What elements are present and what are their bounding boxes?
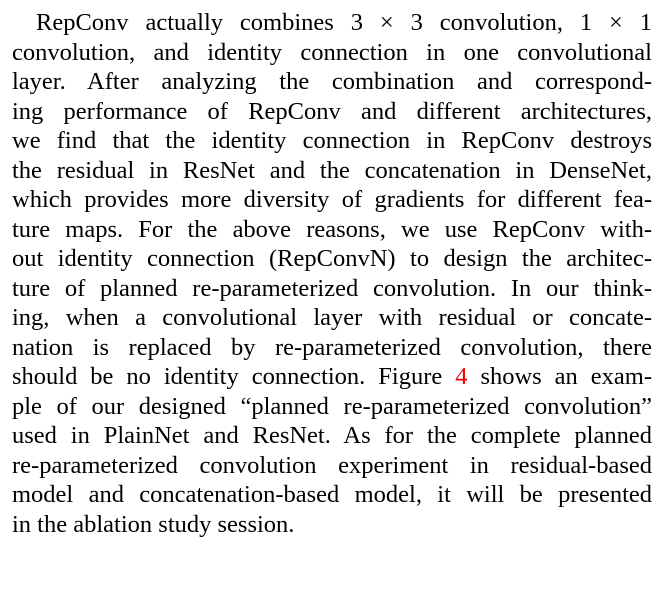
paragraph-line-17: model and concatenation-based model, it will be presented: [12, 481, 652, 508]
paragraph-line-8: ture maps. For the above reasons, we use RepConv with-: [12, 215, 652, 243]
paragraph-line-4: ing performance of RepConv and different architectures,: [12, 97, 652, 125]
line-13-text-after: shows an exam-: [467, 363, 652, 390]
paragraph-line-14: ple of our designed “planned re-parameterized convolution”: [12, 392, 652, 420]
paragraph-line-9: out identity connection (RepConvN) to design the architec-: [12, 245, 652, 272]
paragraph-line-13: [12, 362, 652, 392]
paragraph-line-2: convolution, and identity connection in one convolutional: [12, 38, 652, 66]
paragraph-line-6: the residual in ResNet and the concatenation in DenseNet,: [12, 156, 652, 184]
body-paragraph: [12, 8, 652, 539]
paragraph-line-10: ture of planned re-parameterized convolution. In our think-: [12, 274, 652, 302]
paragraph-line-16: re-parameterized convolution experiment in residual-based: [12, 451, 652, 479]
paragraph-line-11: ing, when a convolutional layer with residual or concate-: [12, 304, 652, 331]
paragraph-line-7: which provides more diversity of gradients for different fea-: [12, 186, 652, 213]
line-13-text-before: should be no identity connection. Figure: [12, 363, 456, 390]
paragraph-line-18: in the ablation study session.: [12, 510, 295, 538]
paragraph-line-1: RepConv actually combines 3 × 3 convolution, 1 × 1: [36, 9, 652, 36]
paragraph-line-15: used in PlainNet and ResNet. As for the complete planned: [12, 422, 652, 449]
paragraph-line-12: nation is replaced by re-parameterized convolution, there: [12, 333, 652, 361]
figure-reference-link[interactable]: 4: [455, 363, 468, 390]
paragraph-line-3: layer. After analyzing the combination and correspond-: [12, 68, 652, 95]
paragraph-line-5: we find that the identity connection in RepConv destroys: [12, 127, 652, 154]
